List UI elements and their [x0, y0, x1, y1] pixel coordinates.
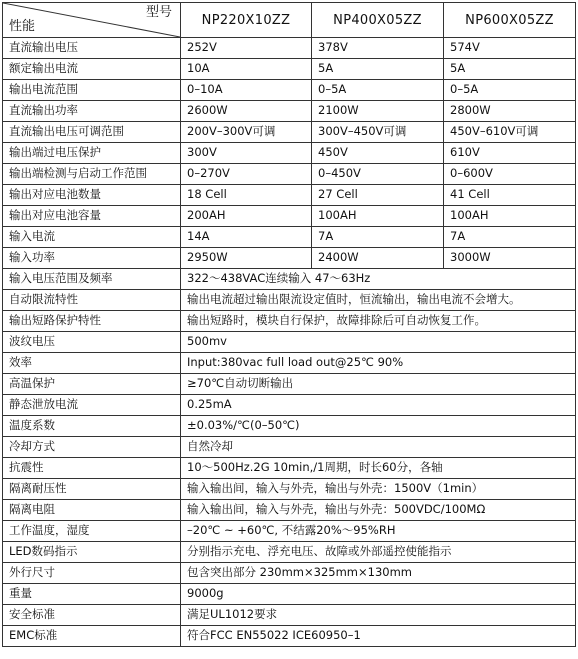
spec-label: EMC标准 [3, 626, 181, 647]
model-spec-row [3, 122, 576, 143]
spec-label: 额定输出电流 [3, 59, 181, 80]
model-spec-row [3, 227, 576, 248]
spec-value: 450V [312, 143, 444, 164]
common-spec-row [3, 458, 576, 479]
spec-value: 输入输出间，输入与外壳，输出与外壳：1500V（1min） [181, 479, 576, 500]
spec-label: 输出对应电池数量 [3, 185, 181, 206]
spec-value: ±0.03%/℃(0–50℃) [181, 416, 576, 437]
spec-value: 输出电流超过输出限流设定值时，恒流输出，输出电流不会增大。 [181, 290, 576, 311]
common-spec-row [3, 374, 576, 395]
spec-value: –20℃ ~ +60℃, 不结露20%～95%RH [181, 521, 576, 542]
spec-value: 符合FCC EN55022 ICE60950–1 [181, 626, 576, 647]
model-header-np400x05zz: NP400X05ZZ [312, 3, 444, 38]
spec-label: 冷却方式 [3, 437, 181, 458]
spec-value: 满足UL1012要求 [181, 605, 576, 626]
spec-value: 41 Cell [444, 185, 576, 206]
spec-value: Input:380vac full load out@25℃ 90% [181, 353, 576, 374]
spec-value: 2800W [444, 101, 576, 122]
spec-label: 重量 [3, 584, 181, 605]
spec-value: 322～438VAC连续输入 47～63Hz [181, 269, 576, 290]
header-row [3, 3, 576, 38]
common-spec-row [3, 269, 576, 290]
spec-value: 27 Cell [312, 185, 444, 206]
spec-value: 10A [181, 59, 312, 80]
common-spec-row [3, 563, 576, 584]
spec-value: 输入输出间，输入与外壳，输出与外壳：500VDC/100MΩ [181, 500, 576, 521]
spec-value: 0–450V [312, 164, 444, 185]
spec-value: 包含突出部分 230mm×325mm×130mm [181, 563, 576, 584]
spec-label: 输入电压范围及频率 [3, 269, 181, 290]
spec-value: 378V [312, 38, 444, 59]
spec-value: 252V [181, 38, 312, 59]
common-spec-row [3, 332, 576, 353]
spec-value: 2950W [181, 248, 312, 269]
common-spec-row [3, 311, 576, 332]
spec-value: 0–10A [181, 80, 312, 101]
model-spec-row [3, 164, 576, 185]
model-spec-row [3, 143, 576, 164]
spec-label: 静态泄放电流 [3, 395, 181, 416]
common-spec-row [3, 626, 576, 647]
spec-label: 直流输出电压可调范围 [3, 122, 181, 143]
model-spec-row [3, 59, 576, 80]
common-spec-row [3, 500, 576, 521]
spec-label: 安全标准 [3, 605, 181, 626]
spec-value: 3000W [444, 248, 576, 269]
common-spec-row [3, 605, 576, 626]
model-header-np220x10zz: NP220X10ZZ [181, 3, 312, 38]
spec-value: 7A [312, 227, 444, 248]
spec-value: 2400W [312, 248, 444, 269]
diagonal-header-cell [3, 3, 181, 38]
spec-label: LED数码指示 [3, 542, 181, 563]
spec-label: 效率 [3, 353, 181, 374]
spec-value: 100AH [444, 206, 576, 227]
spec-label: 输出电流范围 [3, 80, 181, 101]
spec-value: 2100W [312, 101, 444, 122]
spec-value: 450V–610V可调 [444, 122, 576, 143]
common-spec-row [3, 479, 576, 500]
spec-label: 输出端过电压保护 [3, 143, 181, 164]
spec-value: 5A [312, 59, 444, 80]
spec-value: 300V–450V可调 [312, 122, 444, 143]
model-header-np600x05zz: NP600X05ZZ [444, 3, 576, 38]
spec-value: 610V [444, 143, 576, 164]
spec-value: 0–270V [181, 164, 312, 185]
spec-value: ≥70℃自动切断输出 [181, 374, 576, 395]
spec-value: 100AH [312, 206, 444, 227]
spec-label: 外行尺寸 [3, 563, 181, 584]
model-spec-row [3, 38, 576, 59]
spec-label: 波纹电压 [3, 332, 181, 353]
spec-label: 输入功率 [3, 248, 181, 269]
common-spec-row [3, 437, 576, 458]
spec-value: 分别指示充电、浮充电压、故障或外部遥控使能指示 [181, 542, 576, 563]
spec-value: 18 Cell [181, 185, 312, 206]
spec-label: 自动限流特性 [3, 290, 181, 311]
spec-value: 10～500Hz.2G 10min,/1周期，时长60分，各轴 [181, 458, 576, 479]
spec-label: 输出端检测与启动工作范围 [3, 164, 181, 185]
spec-value: 0–600V [444, 164, 576, 185]
spec-label: 高温保护 [3, 374, 181, 395]
spec-value: 9000g [181, 584, 576, 605]
spec-label: 抗震性 [3, 458, 181, 479]
spec-label: 隔离电阻 [3, 500, 181, 521]
performance-axis-label: 性能 [9, 19, 36, 34]
spec-value: 2600W [181, 101, 312, 122]
spec-value: 574V [444, 38, 576, 59]
spec-label: 输入电流 [3, 227, 181, 248]
spec-label: 直流输出功率 [3, 101, 181, 122]
model-spec-row [3, 206, 576, 227]
spec-table [2, 2, 576, 647]
spec-label: 直流输出电压 [3, 38, 181, 59]
spec-value: 自然冷却 [181, 437, 576, 458]
spec-value: 200V–300V可调 [181, 122, 312, 143]
model-spec-row [3, 185, 576, 206]
spec-value: 0–5A [444, 80, 576, 101]
spec-value: 300V [181, 143, 312, 164]
spec-label: 输出短路保护特性 [3, 311, 181, 332]
spec-value: 500mv [181, 332, 576, 353]
common-spec-row [3, 395, 576, 416]
spec-value: 0–5A [312, 80, 444, 101]
spec-label: 隔离耐压性 [3, 479, 181, 500]
spec-value: 0.25mA [181, 395, 576, 416]
spec-label: 温度系数 [3, 416, 181, 437]
common-spec-row [3, 584, 576, 605]
spec-label: 工作温度，湿度 [3, 521, 181, 542]
common-spec-row [3, 521, 576, 542]
common-spec-row [3, 542, 576, 563]
common-spec-row [3, 353, 576, 374]
spec-value: 输出短路时，模块自行保护，故障排除后可自动恢复工作。 [181, 311, 576, 332]
spec-value: 14A [181, 227, 312, 248]
spec-label: 输出对应电池容量 [3, 206, 181, 227]
spec-value: 200AH [181, 206, 312, 227]
model-axis-label: 型号 [145, 5, 172, 20]
spec-value: 5A [444, 59, 576, 80]
common-spec-row [3, 290, 576, 311]
spec-value: 7A [444, 227, 576, 248]
model-spec-row [3, 80, 576, 101]
model-spec-row [3, 248, 576, 269]
model-spec-row [3, 101, 576, 122]
common-spec-row [3, 416, 576, 437]
